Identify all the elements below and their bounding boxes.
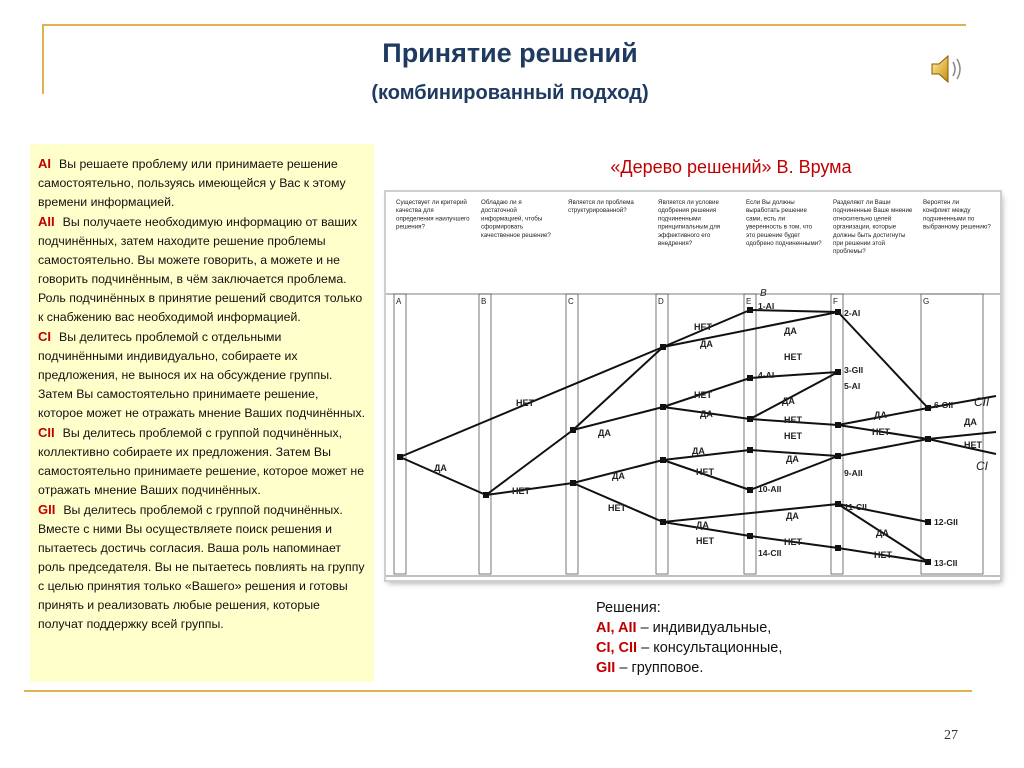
question-text: одобрения решения bbox=[658, 207, 717, 215]
tree-node bbox=[835, 545, 841, 551]
outcome-label: 2-AI bbox=[844, 308, 861, 318]
question-text: принципиальным для bbox=[658, 223, 721, 231]
no-label: НЕТ bbox=[694, 322, 712, 332]
tree-branch bbox=[928, 439, 996, 454]
style-code: CI bbox=[38, 329, 51, 344]
column-letter: G bbox=[923, 297, 930, 306]
question-text: эффективного его bbox=[658, 231, 711, 239]
style-aii bbox=[38, 212, 366, 327]
tree-caption: «Дерево решений» В. Врума bbox=[610, 157, 852, 177]
style-ci bbox=[38, 327, 366, 423]
style-cii bbox=[38, 423, 366, 500]
tree-node bbox=[660, 519, 666, 525]
question-text: внедрения? bbox=[658, 240, 693, 247]
yes-label: ДА bbox=[598, 428, 611, 438]
no-label: НЕТ bbox=[784, 352, 802, 362]
style-code: CII bbox=[38, 425, 55, 440]
question-text: Разделяют ли Ваши bbox=[833, 199, 891, 206]
yes-label: ДА bbox=[612, 471, 625, 481]
no-label: НЕТ bbox=[696, 467, 714, 477]
no-label: НЕТ bbox=[872, 427, 890, 437]
no-label: НЕТ bbox=[516, 398, 534, 408]
outcome-label: 14-CII bbox=[758, 548, 782, 558]
outcome-label: 9-AII bbox=[844, 468, 863, 478]
question-text: подчиненные Ваше мнение bbox=[833, 207, 913, 215]
question-text: выбранному решению? bbox=[923, 223, 991, 231]
outcome-label: 4-AI bbox=[758, 370, 775, 380]
style-text: Вы делитесь проблемой с отдельными подчинёнными индивидуально, собираете их предложения, не вынося их на обсуждение группы. Затем Вы самостоятельно принимаете решение, которое может не отражать мнение Ваших подчинённых. bbox=[38, 330, 366, 420]
tree-node bbox=[835, 453, 841, 459]
question-text: структурированной? bbox=[568, 207, 627, 215]
outcome-label: 5-AI bbox=[844, 381, 861, 391]
tree-column bbox=[394, 294, 406, 574]
question-text: Существует ли критерий bbox=[396, 199, 467, 206]
yes-label: ДА bbox=[874, 410, 887, 420]
column-letter: F bbox=[833, 297, 838, 306]
legend-row-consultative bbox=[596, 638, 896, 658]
decision-tree-diagram bbox=[386, 192, 1000, 580]
question-text: подчиненными bbox=[658, 215, 701, 223]
tree-node bbox=[570, 427, 576, 433]
question-text: конфликт между bbox=[923, 207, 971, 215]
legend-codes: AI, AII bbox=[596, 620, 637, 636]
slide-subtitle: (комбинированный подход) bbox=[371, 82, 649, 104]
question-text: это решение будет bbox=[746, 231, 801, 239]
style-code: AI bbox=[38, 156, 51, 171]
question-text: решения? bbox=[396, 223, 425, 231]
legend-text: – консультационные, bbox=[637, 640, 783, 656]
column-letter: D bbox=[658, 297, 664, 306]
tree-branch bbox=[928, 432, 996, 439]
question-text: относительно целей bbox=[833, 215, 892, 223]
yes-label: ДА bbox=[784, 326, 797, 336]
tree-node bbox=[925, 436, 931, 442]
bottom-divider bbox=[24, 690, 972, 692]
slide-title: Принятие решений bbox=[382, 38, 638, 68]
outcome-label: 13-CII bbox=[934, 558, 958, 568]
style-code: AII bbox=[38, 214, 55, 229]
question-text: сформировать bbox=[481, 223, 524, 231]
column-letter: A bbox=[396, 297, 402, 306]
legend-codes: GII bbox=[596, 660, 616, 676]
legend-codes: CI, CII bbox=[596, 640, 638, 656]
outcome-label: 6-GII bbox=[934, 400, 954, 410]
style-gii bbox=[38, 500, 366, 634]
yes-label: ДА bbox=[700, 339, 713, 349]
style-text: Вы делитесь проблемой с группой подчинённых. Вместе с ними Вы осуществляете поиск решения и пытаетесь достичь согласия. Ваша роль напоминает роль председателя. Вы не пытаетесь повлиять на группу с целью принятия только «Вашего» решения и готовы принять и реализовать любые решения, которые получат поддержку всей группы. bbox=[38, 503, 365, 631]
question-text: Обладаю ли я bbox=[481, 199, 522, 206]
no-label: НЕТ bbox=[964, 440, 982, 450]
tree-column bbox=[479, 294, 491, 574]
tree-node bbox=[747, 416, 753, 422]
tree-branch bbox=[838, 312, 928, 408]
no-label: НЕТ bbox=[784, 415, 802, 425]
handwritten-note: CI bbox=[976, 459, 988, 473]
no-label: НЕТ bbox=[784, 537, 802, 547]
decision-tree-image bbox=[386, 192, 1000, 580]
tree-branch bbox=[663, 504, 838, 522]
yes-label: ДА bbox=[786, 454, 799, 464]
legend-text: – индивидуальные, bbox=[636, 620, 772, 636]
tree-node bbox=[660, 404, 666, 410]
handwritten-note: CII bbox=[974, 395, 990, 409]
yes-label: ДА bbox=[786, 511, 799, 521]
tree-column bbox=[831, 294, 843, 574]
question-text: организации, которые bbox=[833, 223, 897, 231]
style-text: Вы делитесь проблемой с группой подчинённых, коллективно собираете их предложения. Затем Вы самостоятельно принимаете решение, которое может не отражать мнение Ваших подчинённых. bbox=[38, 426, 365, 497]
outcome-label: 1-AI bbox=[758, 301, 775, 311]
no-label: НЕТ bbox=[784, 431, 802, 441]
speaker-icon[interactable] bbox=[928, 52, 968, 86]
question-text: уверенность в том, что bbox=[746, 223, 813, 231]
yes-label: ДА bbox=[700, 409, 713, 419]
tree-node bbox=[660, 457, 666, 463]
style-text: Вы решаете проблему или принимаете решение самостоятельно, пользуясь имеющейся у Вас к этому времени информацией. bbox=[38, 157, 346, 209]
tree-column bbox=[744, 294, 756, 574]
handwritten-note: B bbox=[760, 288, 767, 299]
question-text: сами, есть ли bbox=[746, 215, 786, 223]
yes-label: ДА bbox=[434, 463, 447, 473]
tree-node bbox=[835, 422, 841, 428]
yes-label: ДА bbox=[876, 528, 889, 538]
question-text: Вероятен ли bbox=[923, 199, 960, 206]
column-letter: B bbox=[481, 297, 487, 306]
question-text: качества для bbox=[396, 207, 434, 215]
outcome-label: 10-AII bbox=[758, 484, 782, 494]
column-letter: C bbox=[568, 297, 574, 306]
tree-column bbox=[656, 294, 668, 574]
tree-node bbox=[747, 307, 753, 313]
tree-node bbox=[747, 487, 753, 493]
no-label: НЕТ bbox=[608, 503, 626, 513]
tree-node bbox=[925, 519, 931, 525]
tree-node bbox=[570, 480, 576, 486]
tree-node bbox=[835, 501, 841, 507]
top-divider bbox=[42, 24, 966, 26]
question-text: Является ли проблема bbox=[568, 199, 634, 206]
outcome-label: 12-GII bbox=[934, 517, 958, 527]
question-text: достаточной bbox=[481, 207, 517, 215]
no-label: НЕТ bbox=[696, 536, 714, 546]
yes-label: ДА bbox=[782, 396, 795, 406]
question-text: Если Вы должны bbox=[746, 199, 795, 206]
legend-heading: Решения: bbox=[596, 600, 661, 616]
tree-node bbox=[835, 309, 841, 315]
yes-label: ДА bbox=[696, 520, 709, 530]
legend-row-individual bbox=[596, 618, 896, 638]
no-label: НЕТ bbox=[874, 550, 892, 560]
question-text: подчиненными по bbox=[923, 215, 975, 223]
legend-text: – групповое. bbox=[615, 660, 704, 676]
yes-label: ДА bbox=[692, 446, 705, 456]
question-text: одобрено подчиненными? bbox=[746, 240, 822, 247]
question-text: информацией, чтобы bbox=[481, 215, 543, 223]
question-text: должны быть достигнуты bbox=[833, 231, 906, 239]
style-code: GII bbox=[38, 502, 56, 517]
style-ai bbox=[38, 154, 366, 212]
style-text: Вы получаете необходимую информацию от ваших подчинённых, затем находите решение проблемы самостоятельно. Вы можете говорить, а можете и не говорить подчинённым, в чём заключается проблема. Роль подчинённых в принятие решений сводится только к снабжению вас необходимой информацией. bbox=[38, 215, 363, 324]
decision-styles-panel bbox=[30, 144, 374, 682]
tree-branch bbox=[663, 312, 838, 347]
solutions-legend bbox=[596, 598, 896, 678]
left-divider bbox=[42, 24, 44, 94]
question-text: Является ли условие bbox=[658, 199, 719, 206]
tree-node bbox=[747, 447, 753, 453]
legend-row-group bbox=[596, 658, 896, 678]
column-letter: E bbox=[746, 297, 752, 306]
question-text: определения наилучшего bbox=[396, 215, 470, 223]
tree-branch bbox=[838, 439, 928, 456]
tree-node bbox=[925, 559, 931, 565]
tree-node bbox=[483, 492, 489, 498]
outcome-label: 3-GII bbox=[844, 365, 864, 375]
tree-node bbox=[925, 405, 931, 411]
outcome-label: 11-CII bbox=[844, 502, 867, 512]
question-text: выработать решение bbox=[746, 207, 807, 215]
no-label: НЕТ bbox=[512, 486, 530, 496]
tree-node bbox=[835, 369, 841, 375]
no-label: НЕТ bbox=[694, 390, 712, 400]
question-text: качественное решение? bbox=[481, 231, 551, 239]
tree-node bbox=[397, 454, 403, 460]
page-number: 27 bbox=[944, 728, 958, 743]
tree-branch bbox=[663, 450, 750, 460]
tree-node bbox=[660, 344, 666, 350]
question-text: при решении этой bbox=[833, 240, 885, 247]
tree-node bbox=[747, 533, 753, 539]
tree-node bbox=[747, 375, 753, 381]
question-text: проблемы? bbox=[833, 248, 866, 256]
yes-label: ДА bbox=[964, 417, 977, 427]
